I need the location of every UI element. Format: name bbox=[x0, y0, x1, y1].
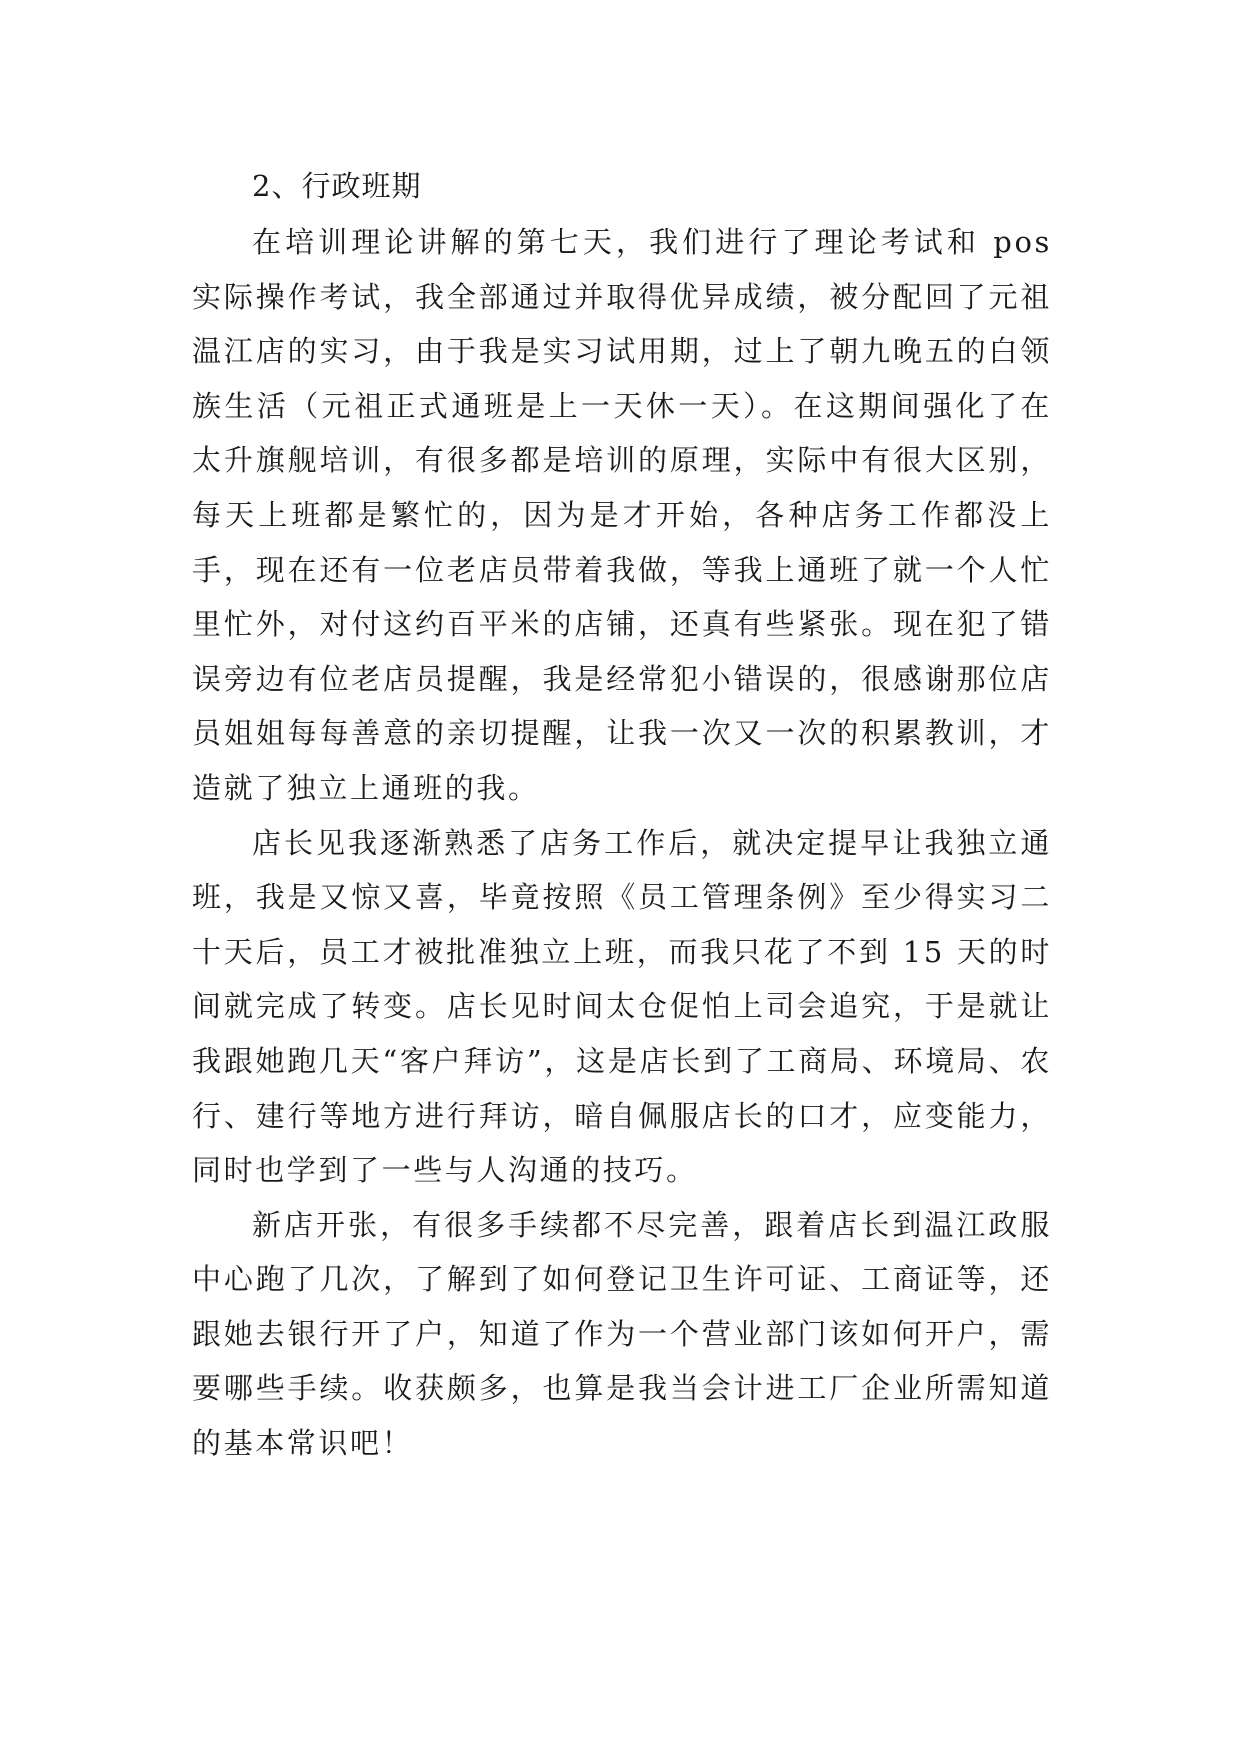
paragraph: 新店开张，有很多手续都不尽完善，跟着店长到温江政服中心跑了几次，了解到了如何登记卫生许可证、工商证等，还跟她去银行开了户，知道了作为一个营业部门该如何开户，需要哪些手续。收获颇多，也算是我当会计进工厂企业所需知道的基本常识吧！ bbox=[192, 1207, 1052, 1461]
document-body bbox=[192, 157, 1052, 1471]
paragraph: 店长见我逐渐熟悉了店务工作后，就决定提早让我独立通班，我是又惊又喜，毕竟按照《员工管理条例》至少得实习二十天后，员工才被批准独立上班，而我只花了不到 15 天的时间就完成了转变。店长见时间太仓促怕上司会追究，于是就让我跟她跑几天“客户拜访”，这是店长到了工商局、环境局、农行、建行等地方进行拜访，暗自佩服店长的口才，应变能力，同时也学到了一些与人沟通的技巧。 bbox=[192, 825, 1052, 1188]
paragraph: 在培训理论讲解的第七天，我们进行了理论考试和 pos 实际操作考试，我全部通过并取得优异成绩，被分配回了元祖温江店的实习，由于我是实习试用期，过上了朝九晚五的白领族生活（元祖正式通班是上一天休一天）。在这期间强化了在太升旗舰培训，有很多都是培训的原理，实际中有很大区别，每天上班都是繁忙的，因为是才开始，各种店务工作都没上手，现在还有一位老店员带着我做，等我上通班了就一个人忙里忙外，对付这约百平米的店铺，还真有些紧张。现在犯了错误旁边有位老店员提醒，我是经常犯小错误的，很感谢那位店员姐姐每每善意的亲切提醒，让我一次又一次的积累教训，才造就了独立上通班的我。 bbox=[192, 225, 1052, 805]
section-heading: 2、行政班期 bbox=[252, 169, 422, 203]
